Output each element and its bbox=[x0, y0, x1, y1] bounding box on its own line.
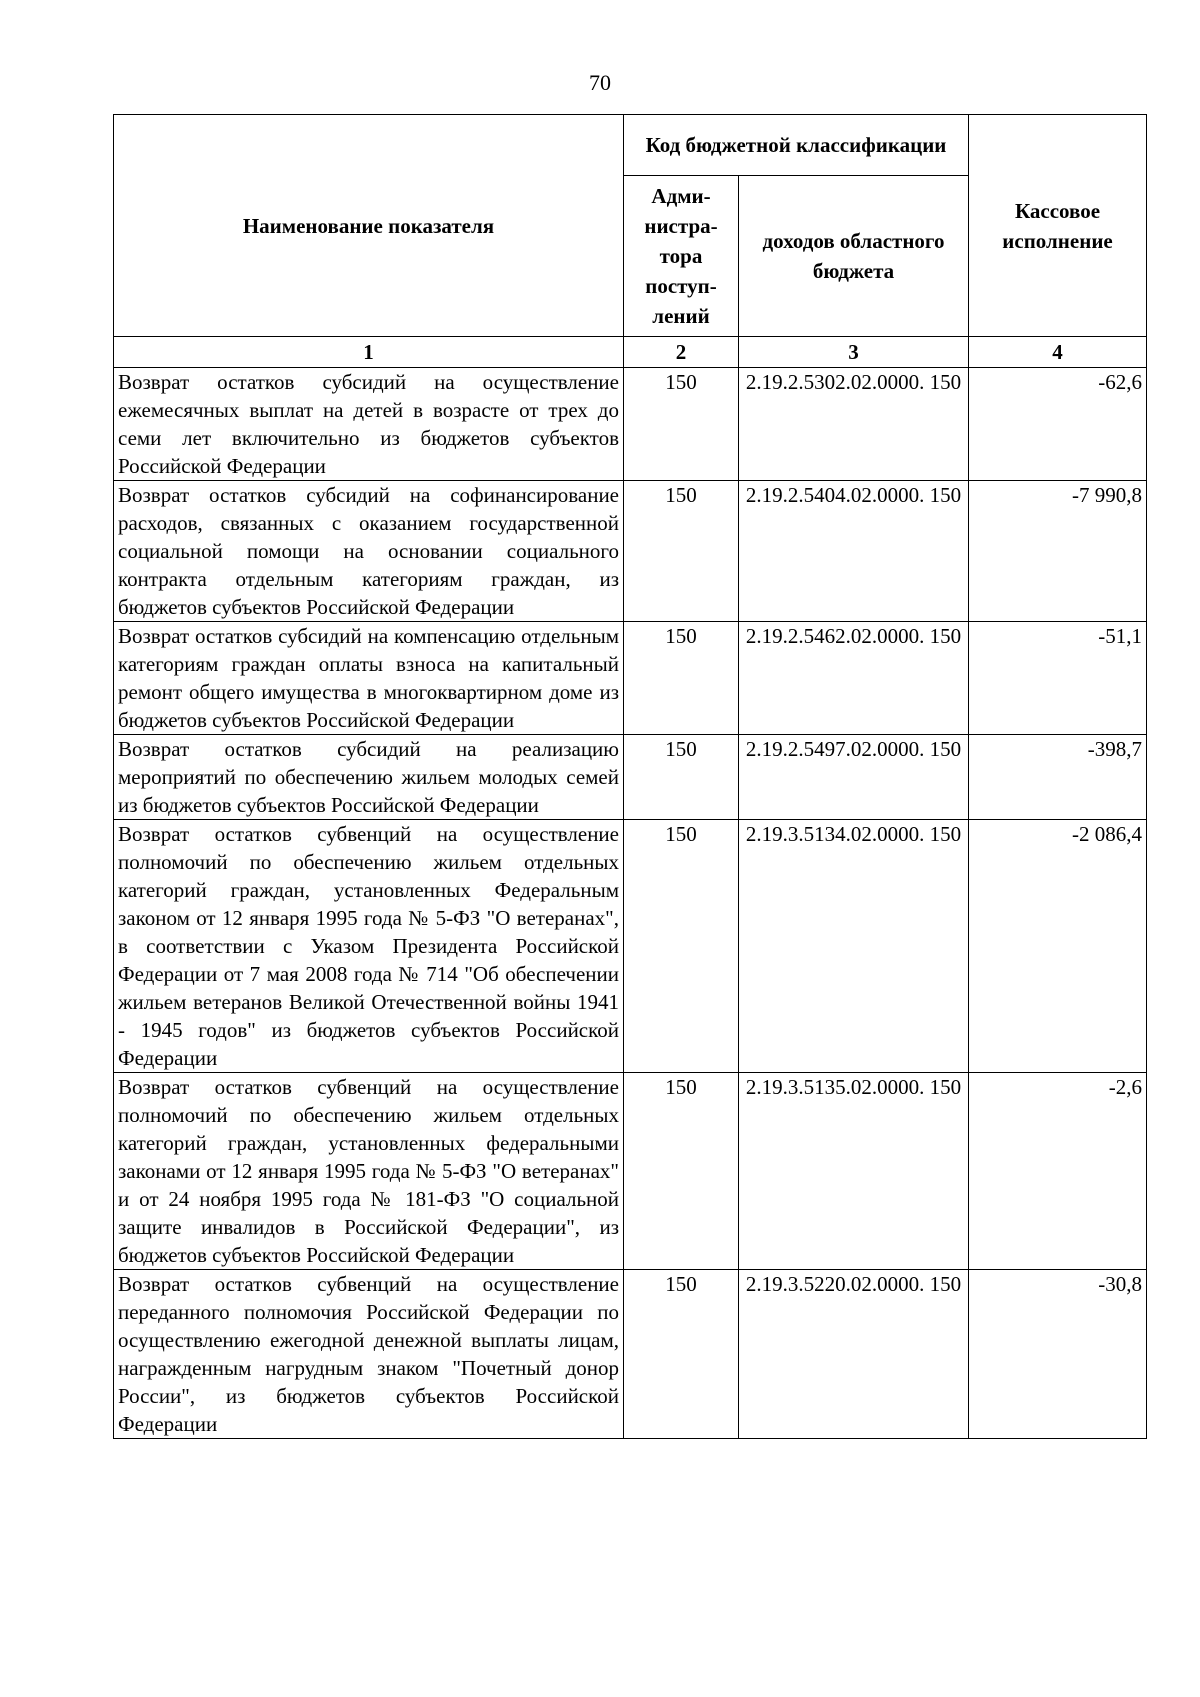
revenue-code: 2.19.2.5462.02.0000. 150 bbox=[739, 622, 969, 735]
column-number: 1 bbox=[114, 337, 624, 368]
indicator-name: Возврат остатков субвенций на осуществление полномочий по обеспечению жильем отдельных категорий граждан, установленных федеральными законами от 12 января 1995 года № 5-ФЗ "О ветеранах" и от 24 ноября 1995 года № 181-ФЗ "О социальной защите инвалидов в Российской Федерации", из бюджетов субъектов Российской Федерации bbox=[114, 1073, 624, 1270]
column-number: 3 bbox=[739, 337, 969, 368]
table-row bbox=[114, 1073, 1147, 1270]
header-revenue: доходов областного бюджета bbox=[739, 176, 969, 337]
indicator-name: Возврат остатков субсидий на реализацию мероприятий по обеспечению жильем молодых семей из бюджетов субъектов Российской Федерации bbox=[114, 735, 624, 820]
execution-amount: -30,8 bbox=[969, 1270, 1147, 1439]
column-number: 2 bbox=[624, 337, 739, 368]
revenue-code: 2.19.2.5302.02.0000. 150 bbox=[739, 368, 969, 481]
administrator-code: 150 bbox=[624, 368, 739, 481]
header-code-group: Код бюджетной классификации bbox=[624, 115, 969, 176]
table-row bbox=[114, 1270, 1147, 1439]
administrator-code: 150 bbox=[624, 1073, 739, 1270]
execution-amount: -62,6 bbox=[969, 368, 1147, 481]
indicator-name: Возврат остатков субсидий на компенсацию отдельным категориям граждан оплаты взноса на капитальный ремонт общего имущества в многоквартирном доме из бюджетов субъектов Российской Федерации bbox=[114, 622, 624, 735]
execution-amount: -398,7 bbox=[969, 735, 1147, 820]
indicator-name: Возврат остатков субвенций на осуществление переданного полномочия Российской Федерации по осуществлению ежегодной денежной выплаты лицам, награжденным нагрудным знаком "Почетный донор России", из бюджетов субъектов Российской Федерации bbox=[114, 1270, 624, 1439]
indicator-name: Возврат остатков субвенций на осуществление полномочий по обеспечению жильем отдельных категорий граждан, установленных Федеральным законом от 12 января 1995 года № 5-ФЗ "О ветеранах", в соответствии с Указом Президента Российской Федерации от 7 мая 2008 года № 714 "Об обеспечении жильем ветеранов Великой Отечественной войны 1941 - 1945 годов" из бюджетов субъектов Российской Федерации bbox=[114, 820, 624, 1073]
indicator-name: Возврат остатков субсидий на осуществление ежемесячных выплат на детей в возрасте от трех до семи лет включительно из бюджетов субъектов Российской Федерации bbox=[114, 368, 624, 481]
revenue-code: 2.19.3.5134.02.0000. 150 bbox=[739, 820, 969, 1073]
column-number: 4 bbox=[969, 337, 1147, 368]
revenue-code: 2.19.2.5497.02.0000. 150 bbox=[739, 735, 969, 820]
administrator-code: 150 bbox=[624, 481, 739, 622]
page-number: 70 bbox=[589, 70, 611, 95]
administrator-code: 150 bbox=[624, 820, 739, 1073]
table-row bbox=[114, 622, 1147, 735]
execution-amount: -51,1 bbox=[969, 622, 1147, 735]
execution-amount: -2 086,4 bbox=[969, 820, 1147, 1073]
indicator-name: Возврат остатков субсидий на софинансирование расходов, связанных с оказанием государственной социальной помощи на основании социального контракта отдельным категориям граждан, из бюджетов субъектов Российской Федерации bbox=[114, 481, 624, 622]
table-row bbox=[114, 481, 1147, 622]
execution-amount: -2,6 bbox=[969, 1073, 1147, 1270]
header-name: Наименование показателя bbox=[114, 115, 624, 337]
revenue-code: 2.19.2.5404.02.0000. 150 bbox=[739, 481, 969, 622]
table-row bbox=[114, 368, 1147, 481]
revenue-code: 2.19.3.5135.02.0000. 150 bbox=[739, 1073, 969, 1270]
header-administrator: Адми-нистра-тора поступ-лений bbox=[624, 176, 739, 337]
revenue-code: 2.19.3.5220.02.0000. 150 bbox=[739, 1270, 969, 1439]
budget-table bbox=[113, 114, 1147, 1439]
administrator-code: 150 bbox=[624, 1270, 739, 1439]
table-row bbox=[114, 735, 1147, 820]
header-execution: Кассовое исполнение bbox=[969, 115, 1147, 337]
column-numbers-row bbox=[114, 337, 1147, 368]
execution-amount: -7 990,8 bbox=[969, 481, 1147, 622]
administrator-code: 150 bbox=[624, 735, 739, 820]
administrator-code: 150 bbox=[624, 622, 739, 735]
table-row bbox=[114, 820, 1147, 1073]
